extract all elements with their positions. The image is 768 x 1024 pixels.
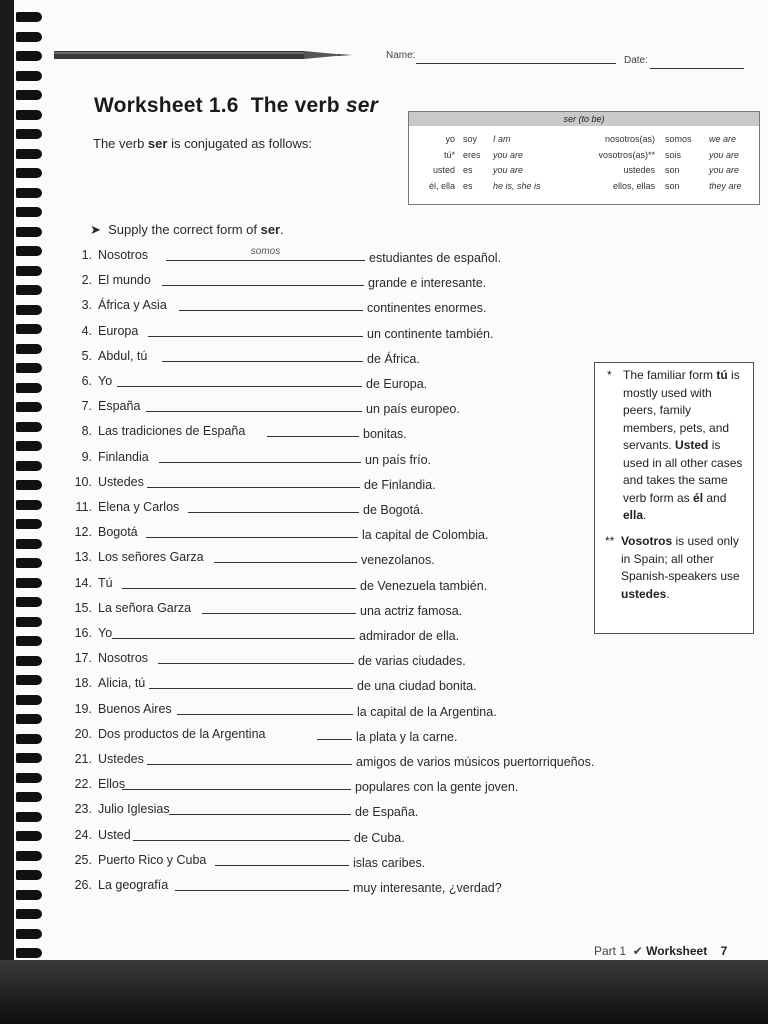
item-subject: La geografía	[98, 878, 169, 892]
exercise-item	[14, 273, 714, 293]
item-subject: Europa	[98, 323, 139, 338]
exercise-item	[14, 802, 714, 822]
exercise-item	[14, 702, 714, 722]
exercise-item	[14, 676, 714, 696]
item-number: 11.	[75, 500, 92, 514]
name-label: Name:	[386, 50, 416, 61]
spiral-coil	[16, 188, 42, 198]
conj-verb: es	[463, 165, 473, 175]
title-prefix: Worksheet 1.6	[94, 94, 239, 117]
item-subject: Nosotros	[98, 651, 149, 666]
spiral-coil	[16, 168, 42, 178]
item-number: 2.	[81, 273, 92, 288]
note-vos-text-b: .	[666, 586, 670, 601]
intro-after: is conjugated as follows:	[167, 136, 312, 151]
item-predicate: de África.	[367, 351, 420, 366]
item-number: 26.	[74, 878, 92, 892]
item-predicate: de Bogotá.	[363, 503, 424, 517]
note-tu-bold-d: ella	[623, 508, 644, 522]
item-subject: Ustedes	[98, 752, 144, 766]
note-tu-text-e: .	[643, 508, 647, 522]
exercise-item	[14, 777, 714, 797]
title-main: The verb	[250, 94, 346, 117]
item-predicate: una actriz famosa.	[360, 603, 463, 618]
answer-blank[interactable]	[177, 700, 353, 715]
answer-blank[interactable]	[202, 599, 356, 614]
item-number: 16.	[74, 626, 92, 640]
conj-english: you are	[709, 149, 740, 160]
spiral-coil	[16, 51, 42, 61]
item-subject: Yo	[98, 374, 113, 388]
answer-blank[interactable]	[122, 775, 351, 790]
item-subject: Yo	[98, 626, 113, 640]
spiral-coil	[16, 129, 42, 139]
item-subject: Bogotá	[98, 525, 138, 540]
item-number: 6.	[81, 374, 92, 388]
conj-pronoun: tú*	[443, 149, 455, 160]
note-tu-bold-a: tú	[716, 368, 728, 382]
item-number: 9.	[81, 449, 92, 464]
conj-pronoun: nosotros(as)	[604, 134, 655, 144]
exercise-item	[14, 727, 714, 747]
check-icon: ✔	[632, 944, 643, 958]
item-subject: Ustedes	[98, 474, 144, 489]
instruction	[90, 222, 284, 238]
item-number: 23.	[74, 802, 92, 817]
item-predicate: muy interesante, ¿verdad?	[353, 881, 502, 895]
answer-blank[interactable]	[133, 826, 350, 841]
answer-blank[interactable]	[169, 800, 351, 815]
item-predicate: de una ciudad bonita.	[357, 679, 477, 694]
date-field[interactable]	[650, 56, 744, 69]
intro-before: The verb	[93, 136, 148, 151]
note-star-1: *	[607, 368, 612, 382]
spiral-coil	[16, 90, 42, 100]
instruction-after: .	[280, 222, 284, 237]
exercise-item	[14, 248, 714, 268]
item-subject: Buenos Aires	[98, 701, 172, 716]
answer-blank[interactable]	[147, 750, 352, 765]
note-tu-text-a: The familiar form	[623, 368, 717, 382]
conj-english: he is, she is	[493, 180, 541, 191]
item-predicate: de Finlandia.	[364, 477, 436, 492]
conj-pronoun: usted	[432, 165, 455, 175]
item-number: 24.	[74, 827, 92, 842]
exercise-item	[14, 878, 714, 898]
item-predicate: admirador de ella.	[359, 629, 460, 643]
note-tu-text-c: is used in all other cases and takes the same verb form as	[623, 438, 743, 505]
spiral-coil	[16, 227, 42, 237]
item-subject: La señora Garza	[98, 600, 192, 615]
item-number: 22.	[74, 777, 92, 792]
item-predicate: de España.	[355, 805, 419, 820]
page-shadow	[0, 960, 768, 1024]
exercise-item	[14, 324, 714, 344]
item-subject: Dos productos de la Argentina	[98, 726, 266, 741]
conj-verb: somos	[665, 134, 692, 144]
title-verb: ser	[345, 94, 378, 117]
conj-english: I am	[493, 134, 511, 144]
item-subject: Tú	[98, 575, 113, 590]
item-predicate: venezolanos.	[361, 553, 435, 568]
item-predicate: la capital de la Argentina.	[357, 704, 497, 719]
conj-english: we are	[709, 134, 737, 144]
item-subject: Ellos	[98, 777, 126, 792]
item-subject: Julio Iglesias	[98, 802, 170, 817]
item-subject: Elena y Carlos	[98, 500, 180, 514]
page-title	[94, 94, 378, 118]
spiral-coil	[16, 149, 42, 159]
answer-blank[interactable]	[215, 851, 349, 866]
item-subject: El mundo	[98, 273, 151, 288]
spiral-coil	[16, 110, 42, 120]
item-subject: Las tradiciones de España	[98, 424, 246, 439]
note-tu-text-b: is mostly used with peers, family members, pets, and servants.	[623, 368, 740, 452]
item-number: 12.	[74, 525, 92, 540]
note-box	[594, 362, 754, 634]
conj-verb: sois	[665, 149, 682, 160]
item-number: 20.	[74, 726, 92, 741]
item-predicate: un país frío.	[365, 452, 432, 467]
item-number: 14.	[74, 575, 92, 590]
answer-blank[interactable]	[162, 271, 364, 286]
instruction-verb: ser	[260, 222, 281, 237]
item-predicate: estudiantes de español.	[369, 251, 502, 265]
item-predicate: un país europeo.	[366, 402, 460, 417]
item-predicate: continentes enormes.	[367, 301, 487, 316]
item-predicate: islas caribes.	[353, 855, 426, 870]
note-tu	[623, 367, 747, 525]
answer-blank[interactable]	[267, 422, 359, 437]
spiral-coil	[16, 929, 42, 939]
conjugation-table	[408, 111, 760, 205]
item-subject: Abdul, tú	[98, 348, 148, 363]
page-footer	[594, 944, 727, 958]
item-subject: Finlandia	[98, 449, 149, 464]
intro-text	[93, 136, 312, 151]
item-subject: Los señores Garza	[98, 550, 204, 565]
answer-blank[interactable]	[149, 674, 353, 689]
note-vos-bold-a: Vosotros	[621, 534, 673, 548]
item-number: 7.	[81, 399, 92, 414]
answer-blank[interactable]	[122, 574, 356, 589]
spiral-coil	[16, 71, 42, 81]
pencil-icon	[54, 46, 354, 64]
answer-blank[interactable]	[179, 296, 363, 311]
item-subject: Puerto Rico y Cuba	[98, 852, 207, 867]
exercise-item	[14, 828, 714, 848]
item-number: 5.	[81, 348, 92, 363]
conj-verb: eres	[463, 149, 481, 160]
note-vosotros	[621, 533, 749, 603]
footer-label: Worksheet	[646, 944, 708, 958]
item-subject: Usted	[98, 827, 131, 842]
answer-blank[interactable]	[146, 397, 362, 412]
conj-verb: son	[665, 165, 680, 175]
note-star-2: **	[605, 534, 615, 548]
item-number: 15.	[74, 600, 92, 615]
spiral-coil	[16, 32, 42, 42]
item-predicate: de varias ciudades.	[358, 654, 466, 669]
item-number: 4.	[81, 323, 92, 338]
exercise-item	[14, 752, 714, 772]
answer-blank[interactable]	[188, 498, 359, 513]
conj-english: you are	[709, 165, 740, 175]
item-number: 17.	[74, 651, 92, 666]
item-predicate: la capital de Colombia.	[362, 528, 489, 543]
answer-blank[interactable]	[162, 347, 363, 362]
answer-blank[interactable]	[214, 548, 357, 563]
answer-blank[interactable]	[158, 649, 354, 664]
item-number: 13.	[74, 550, 92, 565]
answer-blank[interactable]	[112, 624, 355, 639]
item-number: 25.	[74, 852, 92, 867]
item-predicate: de Cuba.	[354, 830, 405, 845]
answer-blank[interactable]	[146, 523, 358, 538]
spiral-coil	[16, 948, 42, 958]
conj-verb: soy	[463, 134, 478, 144]
note-tu-text-d: and	[703, 490, 727, 505]
answer-blank[interactable]	[159, 448, 361, 463]
note-vos-bold-b: ustedes	[621, 586, 667, 601]
answer-blank[interactable]	[175, 876, 349, 891]
item-subject: Alicia, tú	[98, 676, 146, 691]
item-subject: España	[98, 399, 141, 414]
item-subject: África y Asia	[98, 298, 167, 313]
item-number: 1.	[81, 248, 92, 262]
item-predicate: amigos de varios músicos puertorriqueños.	[356, 755, 595, 769]
conj-verb: son	[665, 180, 680, 191]
answer-blank[interactable]	[148, 322, 363, 337]
item-predicate: la plata y la carne.	[356, 729, 458, 744]
conj-verb: es	[463, 180, 473, 191]
item-predicate: bonitas.	[363, 427, 407, 442]
exercise-item	[14, 298, 714, 318]
name-field[interactable]	[416, 51, 616, 64]
item-predicate: de Venezuela también.	[360, 578, 488, 593]
note-tu-bold-b: Usted	[675, 438, 709, 452]
item-number: 18.	[74, 676, 92, 691]
worksheet-page	[14, 0, 768, 960]
conj-pronoun: vosotros(as)**	[598, 149, 655, 160]
answer-blank[interactable]: somos	[166, 246, 365, 261]
conj-english: they are	[709, 180, 742, 191]
item-subject: Nosotros	[98, 248, 149, 262]
answer-blank[interactable]	[117, 372, 362, 387]
item-predicate: un continente también.	[367, 326, 494, 341]
date-label: Date:	[624, 55, 648, 66]
item-predicate: grande e interesante.	[368, 276, 487, 291]
arrow-icon: ➤	[90, 222, 101, 237]
item-number: 3.	[81, 298, 92, 313]
spiral-coil	[16, 207, 42, 217]
note-tu-bold-c: él	[693, 490, 704, 505]
item-number: 8.	[81, 424, 92, 439]
answer-blank[interactable]	[147, 473, 360, 488]
note-vos-text-a: is used only in Spain; all other Spanish-speakers use	[621, 534, 740, 583]
conj-pronoun: ellos, ellas	[612, 180, 655, 191]
exercise-item	[14, 853, 714, 873]
item-number: 21.	[74, 752, 92, 766]
conjugation-heading: ser (to be)	[409, 112, 759, 126]
conj-english: you are	[493, 149, 524, 160]
intro-verb: ser	[147, 136, 168, 151]
footer-part: Part 1	[594, 944, 627, 958]
spiral-coil	[16, 12, 42, 22]
spiral-coil	[16, 909, 42, 919]
conj-pronoun: yo	[445, 134, 455, 144]
conj-pronoun: él, ella	[428, 180, 455, 191]
exercise-item	[14, 651, 714, 671]
conj-pronoun: ustedes	[623, 165, 655, 175]
conj-english: you are	[493, 165, 524, 175]
answer-blank[interactable]	[317, 725, 352, 740]
instruction-before: Supply the correct form of	[108, 222, 261, 237]
item-number: 10.	[74, 474, 92, 489]
item-predicate: populares con la gente joven.	[355, 780, 519, 795]
item-predicate: de Europa.	[366, 377, 428, 391]
item-number: 19.	[74, 701, 92, 716]
page-number: 7	[720, 944, 728, 958]
